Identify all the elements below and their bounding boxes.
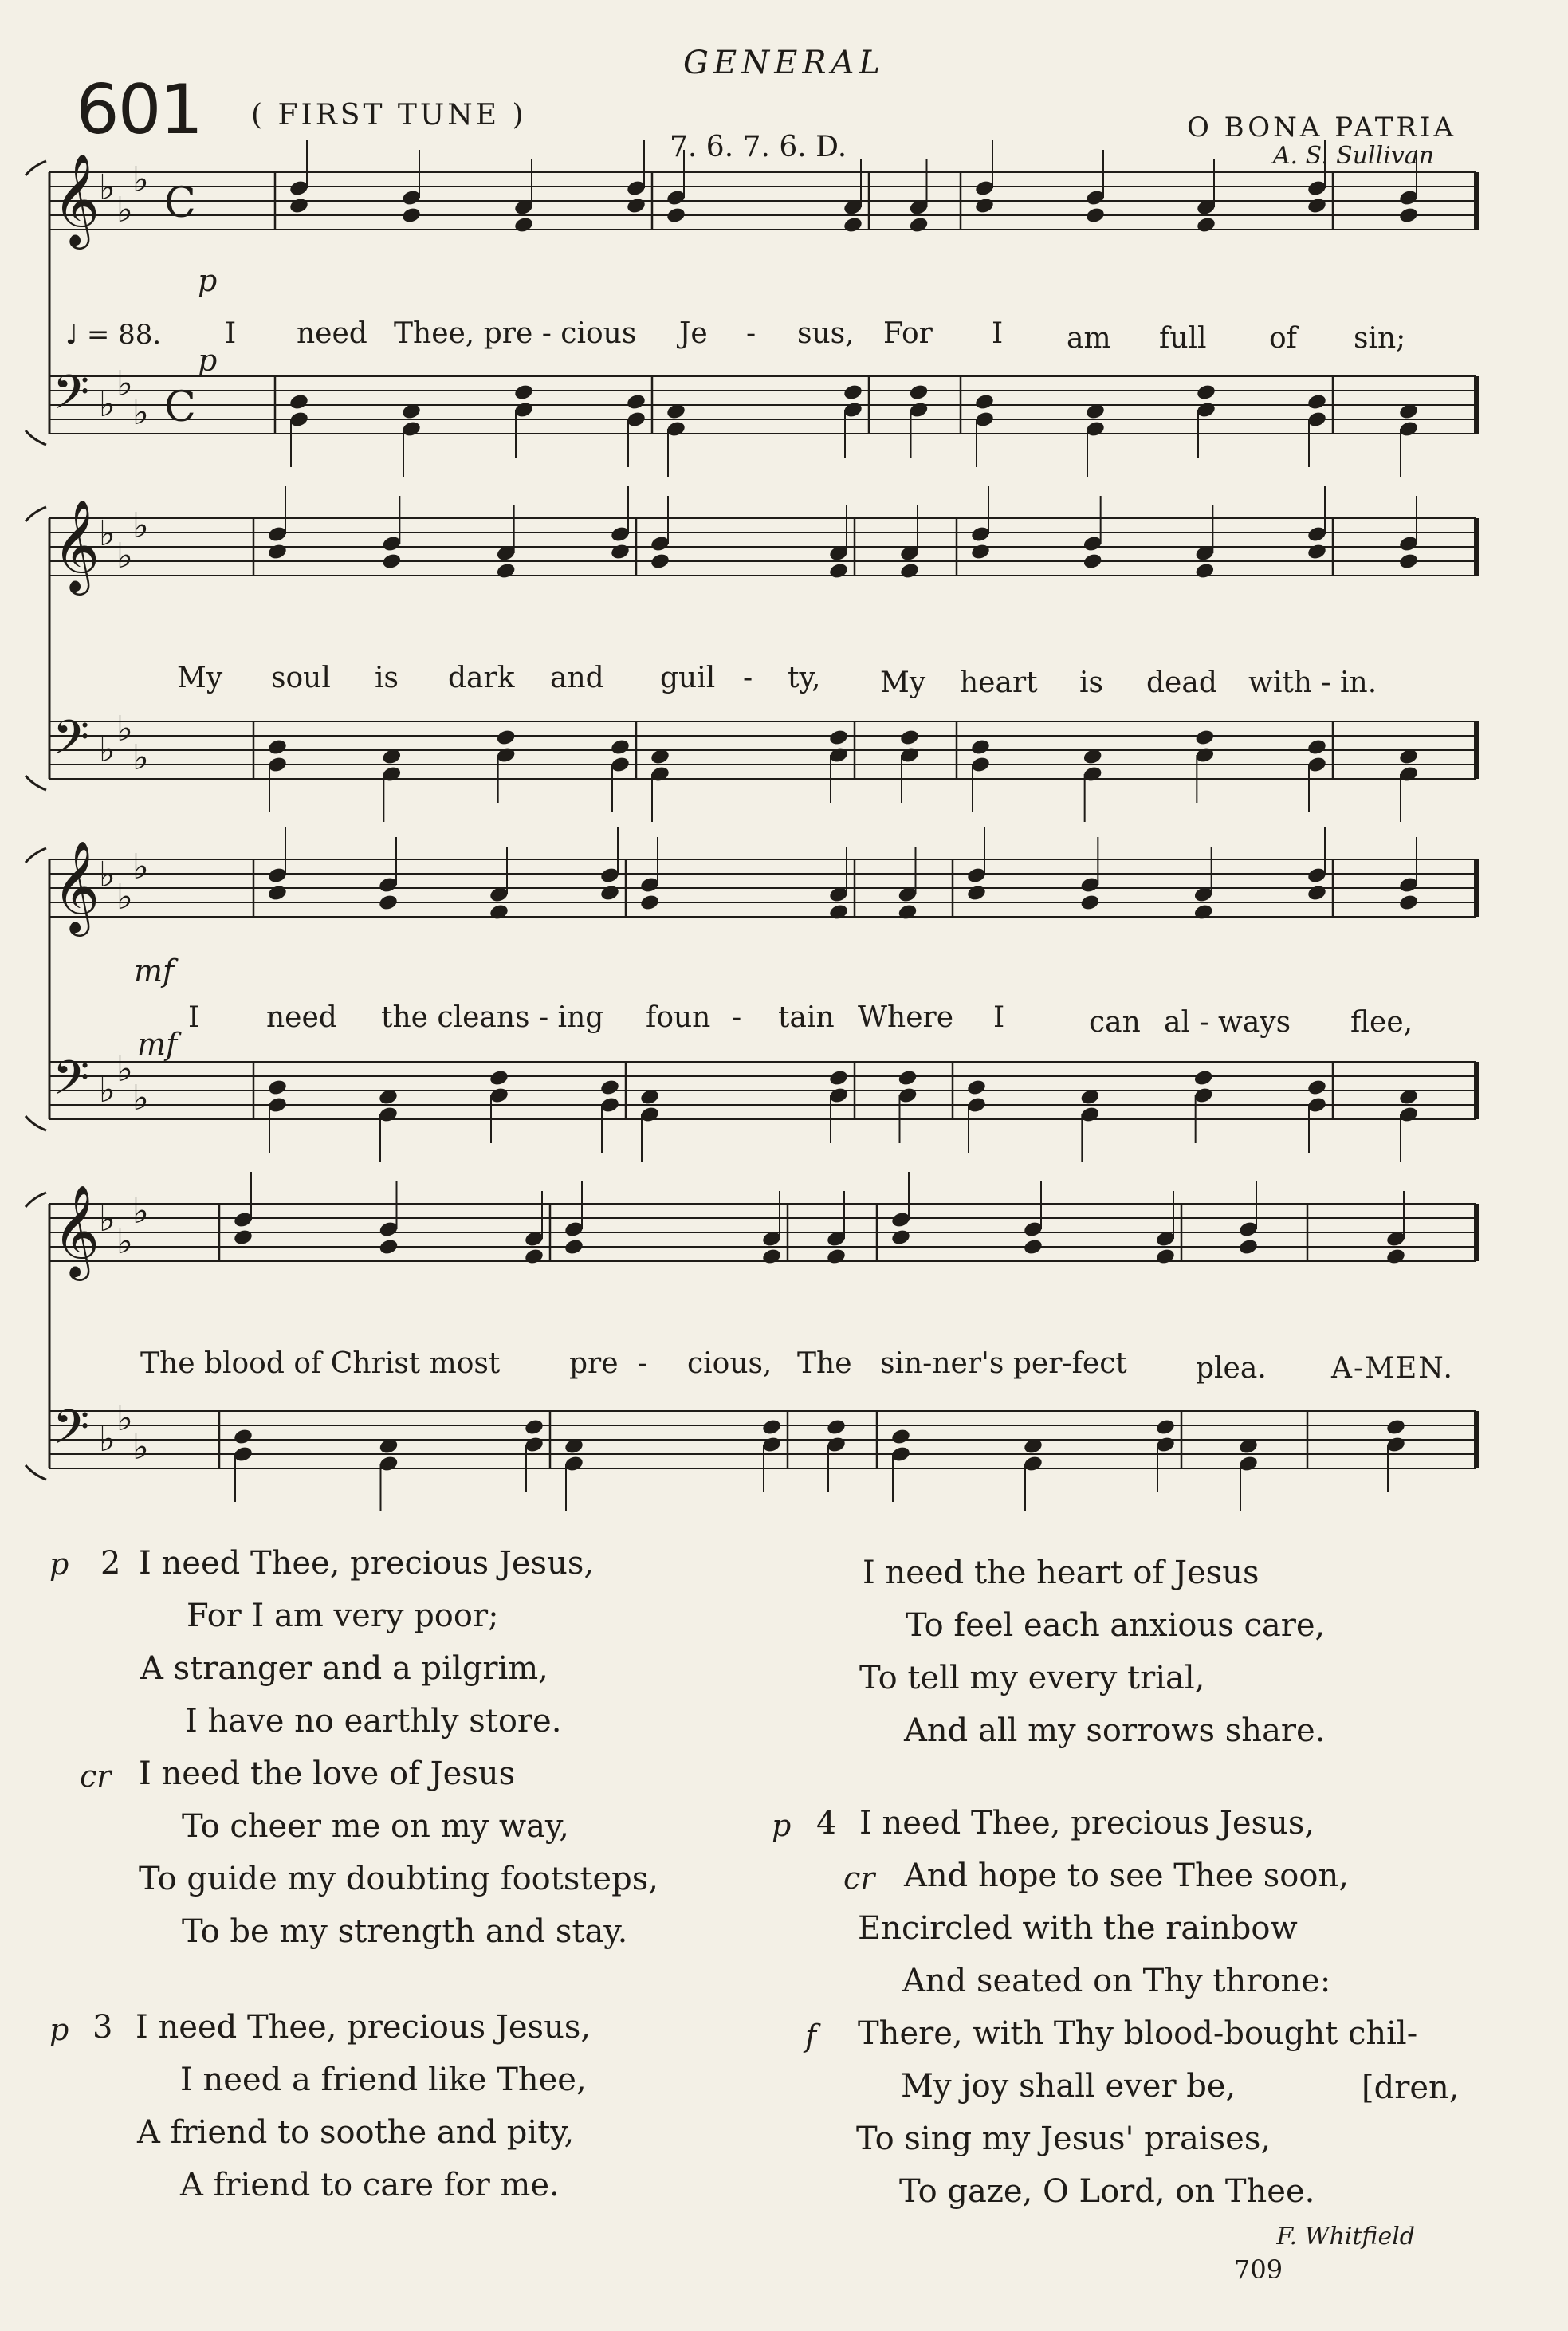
lyric-syllable: sin; [1354,322,1406,355]
lyric-syllable: plea. [1196,1352,1267,1385]
note-head [1155,1248,1176,1266]
lyric-syllable: need [297,317,367,350]
verse-line: [dren, [1362,2070,1460,2106]
lyric-syllable: sus, [797,317,855,350]
note-head [1194,729,1215,747]
note-head [1398,552,1419,571]
lyric-syllable: - [743,662,753,694]
brace-icon [26,1193,46,1207]
note-head [826,1418,847,1437]
flat-icon: ♭ [99,855,116,895]
lyric-syllable: need [266,1001,337,1034]
lyric-syllable: the cleans - ing [381,1001,604,1034]
verse-mark: cr [843,1861,875,1896]
flat-icon: ♭ [116,190,133,230]
verse-line: There, with Thy blood-bought chil- [858,2015,1418,2052]
note-head [1385,1248,1406,1266]
verse-line: And hope to see Thee soon, [904,1857,1349,1894]
note-head [267,543,288,561]
note-head [378,894,399,912]
lyric-syllable: cious, [687,1347,772,1380]
lyric-syllable: guil [660,662,716,694]
lyric-syllable: and [550,662,604,694]
dynamic-mark: p [198,343,218,378]
brace-icon [26,1116,46,1130]
lyric-syllable: soul [271,662,331,694]
section-title: GENERAL [683,45,885,81]
lyric-syllable: sin-ner's per-fect [880,1347,1127,1380]
dynamic-mark: mf [134,953,175,989]
note-head [897,903,918,922]
note-head [610,738,631,757]
note-head [496,562,517,580]
note-head [1307,1079,1327,1097]
verse-line: To sing my Jesus' praises, [856,2121,1271,2157]
note-head [233,1228,253,1247]
lyric-syllable: al - ways [1164,1006,1291,1039]
lyric-syllable: - [746,317,756,350]
verse-line: And all my sorrows share. [904,1712,1326,1749]
flat-icon: ♭ [99,384,116,425]
note-head [666,206,686,225]
note-head [897,1069,918,1087]
verse-line: To gaze, O Lord, on Thee. [899,2173,1315,2210]
lyric-syllable: The blood of Christ most [140,1347,501,1380]
verse-line: I have no earthly store. [185,1703,562,1739]
lyric-syllable: Where [858,1001,954,1034]
note-head [496,729,517,747]
treble-clef-icon: 𝄞 [53,839,100,933]
lyric-syllable: am [1067,322,1111,355]
note-head [966,1079,987,1097]
verse-mark: f [805,2018,817,2054]
author-credit: F. Whitfield [1276,2223,1415,2250]
lyric-syllable: I [993,1001,1005,1034]
lyric-syllable: Thee, pre - cious [394,317,637,350]
note-head [610,543,631,561]
flat-icon: ♭ [132,1078,149,1118]
brace-icon [26,776,46,790]
flat-icon: ♭ [99,167,116,208]
note-head [1196,216,1216,234]
note-head [974,197,995,215]
note-head [513,216,534,234]
flat-icon: ♭ [116,1049,133,1090]
verse-line: A stranger and a pilgrim, [140,1650,548,1687]
verse-line: A friend to care for me. [180,2167,560,2203]
lyric-syllable: full [1159,322,1207,355]
page-number: 709 [1234,2254,1283,2285]
common-time-icon: C [164,179,196,227]
verse-mark: cr [80,1759,112,1794]
note-head [289,393,309,411]
note-head [267,738,288,757]
flat-icon: ♭ [132,1427,149,1468]
treble-clef-icon: 𝄞 [53,152,100,246]
lyric-syllable: I [225,317,237,350]
lyric-syllable: is [1079,666,1103,699]
tune-name: O BONA PATRIA [1187,112,1456,143]
note-head [826,1248,847,1266]
lyric-syllable: foun [646,1001,711,1034]
note-head [401,206,422,225]
note-head [489,1069,509,1087]
note-head [1085,206,1106,225]
note-head [890,1428,911,1446]
note-head [1194,562,1215,580]
composer: A. S. Sullivan [1272,142,1434,170]
treble-clef-icon: 𝄞 [53,498,100,592]
lyric-syllable: pre [569,1347,619,1380]
note-head [650,552,670,571]
lyric-syllable: tain [778,1001,835,1034]
lyric-syllable: - [732,1001,742,1034]
lyric-syllable: of [1269,322,1297,355]
verse-line: To tell my every trial, [859,1660,1205,1696]
lyric-syllable: The [797,1347,852,1380]
note-head [513,383,534,402]
note-head [828,903,849,922]
flat-icon: ♭ [116,536,133,576]
flat-icon: ♭ [132,737,149,778]
note-head [1079,894,1100,912]
note-head [267,1079,288,1097]
flat-icon: ♭ [132,159,149,200]
note-head [1398,894,1419,912]
note-head [524,1248,544,1266]
dynamic-mark: p [198,263,218,298]
lyric-syllable: dead [1146,666,1217,699]
treble-clef-icon: 𝄞 [53,1184,100,1277]
bass-clef-icon: 𝄢 [53,364,90,431]
lyric-syllable: My [880,666,926,699]
note-head [233,1428,253,1446]
flat-icon: ♭ [116,709,133,749]
note-head [970,543,991,561]
lyric-syllable: dark [448,662,515,694]
flat-icon: ♭ [99,1070,116,1110]
flat-icon: ♭ [132,847,149,887]
note-head [599,884,620,902]
common-time-icon: C [164,383,196,431]
dynamic-mark: mf [137,1027,178,1062]
verse-line: I need Thee, precious Jesus, [859,1805,1315,1842]
flat-icon: ♭ [116,877,133,918]
lyric-syllable: with - in. [1248,666,1377,699]
note-head [626,393,646,411]
flat-icon: ♭ [132,1191,149,1232]
verse-line: I need the heart of Jesus [863,1555,1260,1591]
verse-number: 3 [92,2009,113,2046]
lyric-syllable: - [638,1347,648,1380]
flat-icon: ♭ [99,1199,116,1240]
lyric-syllable: is [375,662,399,694]
note-head [828,562,849,580]
lyric-syllable: I [188,1001,200,1034]
lyric-syllable: My [177,662,223,694]
verse-line: I need Thee, precious Jesus, [139,1545,595,1582]
brace-icon [26,430,46,445]
note-head [639,894,660,912]
note-head [1385,1418,1406,1437]
note-head [843,383,863,402]
verse-mark: p [49,1547,69,1582]
note-head [267,884,288,902]
verse-line: For I am very poor; [187,1598,499,1634]
note-head [1398,206,1419,225]
lyric-syllable: Je [679,317,708,350]
note-head [970,738,991,757]
verse-mark: p [49,2012,69,2047]
verse-number: 2 [100,1545,121,1582]
note-head [828,729,849,747]
note-head [890,1228,911,1247]
lyric-syllable: heart [960,666,1038,699]
verse-line: I need Thee, precious Jesus, [136,2009,591,2046]
note-head [828,1069,849,1087]
verse-line: And seated on Thy throne: [902,1963,1331,1999]
flat-icon: ♭ [99,513,116,554]
note-head [599,1079,620,1097]
verse-line: I need a friend like Thee, [180,2062,587,2098]
note-head [1196,383,1216,402]
note-head [564,1238,584,1256]
lyric-syllable: can [1089,1006,1141,1039]
flat-icon: ♭ [116,364,133,404]
note-head [1307,738,1327,757]
brace-icon [26,848,46,863]
verse-line: To cheer me on my way, [182,1808,569,1845]
note-head [1193,1069,1214,1087]
verse-number: 4 [816,1805,837,1842]
note-head [761,1248,782,1266]
flat-icon: ♭ [116,1221,133,1262]
note-head [974,393,995,411]
flat-icon: ♭ [99,1419,116,1460]
brace-icon [26,161,46,175]
note-head [524,1418,544,1437]
bass-clef-icon: 𝄢 [53,1399,90,1466]
note-head [378,1238,399,1256]
bass-clef-icon: 𝄢 [53,710,90,776]
note-head [1307,543,1327,561]
note-head [899,729,920,747]
note-head [1083,552,1103,571]
meter: 7. 6. 7. 6. D. [670,131,847,163]
lyric-syllable: A-MEN. [1331,1352,1454,1385]
lyric-syllable: I [992,317,1004,350]
verse-line: My joy shall ever be, [901,2068,1236,2105]
verse-line: I need the love of Jesus [139,1755,516,1792]
flat-icon: ♭ [99,729,116,770]
note-head [899,562,920,580]
note-head [1307,197,1327,215]
note-head [381,552,402,571]
brace-icon [26,507,46,521]
note-head [1023,1238,1043,1256]
note-head [761,1418,782,1437]
note-head [1155,1418,1176,1437]
verse-line: To guide my doubting footsteps, [139,1861,658,1897]
note-head [489,903,509,922]
verse-line: Encircled with the rainbow [858,1910,1298,1947]
note-head [1307,393,1327,411]
lyric-syllable: For [883,317,933,350]
tempo-marking: ♩ = 88. [65,319,162,351]
hymn-number: 601 [76,70,202,150]
note-head [966,884,987,902]
note-head [908,383,929,402]
flat-icon: ♭ [132,505,149,546]
verse-line: A friend to soothe and pity, [137,2114,575,2151]
flat-icon: ♭ [116,1398,133,1439]
bass-clef-icon: 𝄢 [53,1050,90,1117]
note-head [1307,884,1327,902]
tune-label: ( FIRST TUNE ) [251,99,527,132]
flat-icon: ♭ [132,392,149,433]
note-head [908,216,929,234]
note-head [1238,1238,1259,1256]
verse-line: To be my strength and stay. [182,1913,628,1950]
verse-mark: p [772,1808,792,1843]
brace-icon [26,1465,46,1480]
verse-line: To feel each anxious care, [906,1607,1326,1644]
lyric-syllable: flee, [1350,1006,1413,1039]
lyric-syllable: ty, [788,662,821,694]
note-head [626,197,646,215]
note-head [843,216,863,234]
note-head [1193,903,1214,922]
note-head [289,197,309,215]
